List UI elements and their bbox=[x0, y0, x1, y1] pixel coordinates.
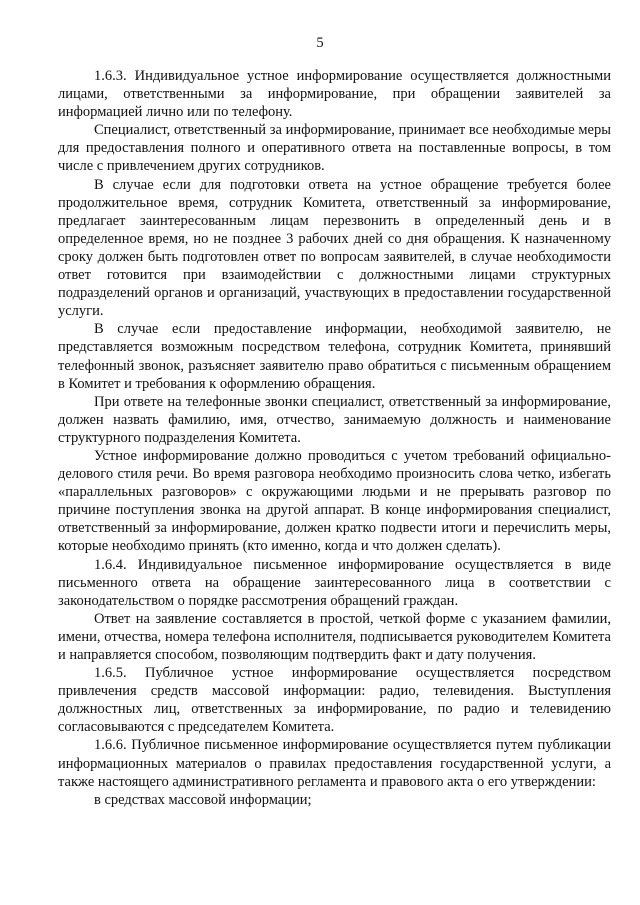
paragraph-extended-time: В случае если для подготовки ответа на устное обращение требуется более продолжительное время, сотрудник Комитета, ответственный за информирование, предлагает заинтересованным лицам перезвонить в определенный день и в определенное время, но не позднее 3 рабочих дней со дня обращения. К назначенному сроку должен быть подготовлен ответ по вопросам заявителей, в случае необходимости ответ готовится при взаимодействии с должностными лицами структурных подразделений органов и организаций, участвующих в предоставлении государственной услуги. bbox=[58, 176, 611, 320]
paragraph-phone-answer: При ответе на телефонные звонки специалист, ответственный за информирование, должен назвать фамилию, имя, отчество, занимаемую должность и наименование структурного подразделения Комитета. bbox=[58, 393, 611, 446]
paragraph-1-6-4: 1.6.4. Индивидуальное письменное информирование осуществляется в виде письменного ответа на обращение заинтересованного лица в соответствии с законодательством о порядке рассмотрения обращений граждан. bbox=[58, 556, 611, 609]
paragraph-1-6-6: 1.6.6. Публичное письменное информирование осуществляется путем публикации информационных материалов о правилах предоставления государственной услуги, а также настоящего административного регламента и правового акта о его утверждении: bbox=[58, 737, 611, 790]
paragraph-phone-impossible: В случае если предоставление информации, необходимой заявителю, не представляется возможным посредством телефона, сотрудник Комитета, принявший телефонный звонок, разъясняет заявителю право обратиться с письменным обращением в Комитет и требования к оформлению обращения. bbox=[58, 321, 611, 392]
paragraph-speech-style: Устное информирование должно проводиться с учетом требований официально-делового стиля речи. Во время разговора необходимо произносить слова четко, избегать «параллельных разговоров» с окружающими людьми и не прерывать разговор по причине поступления звонка на другой аппарат. В конце информирования специалист, ответственный за информирование, должен кратко подвести итоги и перечислить меры, которые необходимо принять (кто именно, когда и что должен сделать). bbox=[58, 447, 611, 555]
paragraph-mass-media: в средствах массовой информации; bbox=[94, 791, 312, 808]
paragraph-written-answer: Ответ на заявление составляется в простой, четкой форме с указанием фамилии, имени, отчества, номера телефона исполнителя, подписывается руководителем Комитета и направляется способом, позволяющим подтвердить факт и дату получения. bbox=[58, 610, 611, 663]
page-number: 5 bbox=[316, 35, 324, 51]
document-body bbox=[58, 67, 611, 809]
paragraph-1-6-3: 1.6.3. Индивидуальное устное информирование осуществляется должностными лицами, ответственными за информирование, при обращении заявителей за информацией лично или по телефону. bbox=[58, 68, 611, 121]
paragraph-specialist-measures: Специалист, ответственный за информирование, принимает все необходимые меры для предоставления полного и оперативного ответа на поставленные вопросы, в том числе с привлечением других сотрудников. bbox=[58, 122, 611, 175]
paragraph-1-6-5: 1.6.5. Публичное устное информирование осуществляется посредством привлечения средств массовой информации: радио, телевидения. Выступления должностных лиц, ответственных за информирование, по радио и телевидению согласовываются с председателем Комитета. bbox=[58, 665, 611, 736]
